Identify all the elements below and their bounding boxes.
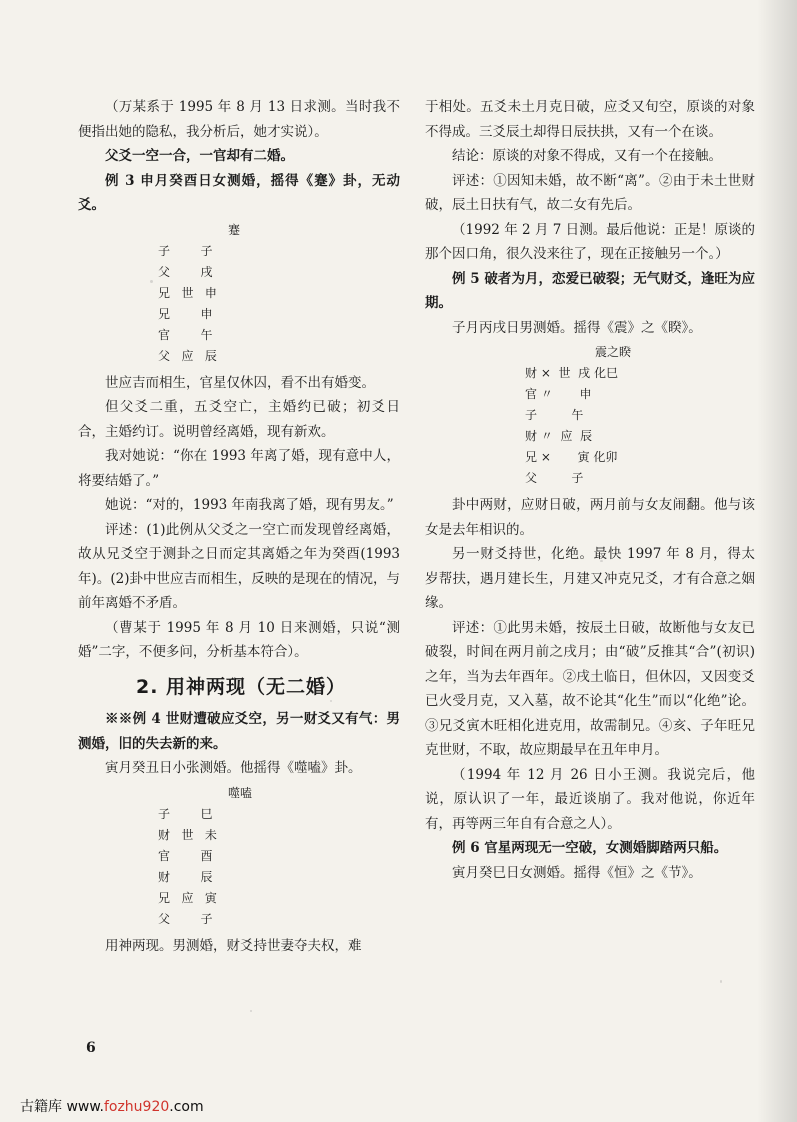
example-title: 例 5 破者为月，恋爱已破裂；无气财爻，逢旺为应期。 (425, 270, 755, 311)
hexagram-line: 子 午 (525, 408, 584, 422)
hexagram-line: 父 戌 (158, 264, 213, 279)
right-column (425, 95, 755, 885)
paragraph: 她说：“对的，1993 年南我离了婚，现有男友。” (105, 497, 394, 513)
paragraph: 结论：原谈的对象不得成，又有一个在接触。 (452, 148, 722, 164)
hexagram-line: 财 世 未 (158, 827, 217, 842)
hexagram-name: 噬嗑 (228, 785, 253, 800)
hexagram-line: 财 × 世 戌 化巳 (525, 366, 618, 380)
hexagram-line: 官 酉 (158, 848, 213, 863)
hexagram-line: 财 〃 应 辰 (525, 429, 593, 443)
paragraph: 寅月癸巳日女测婚。摇得《恒》之《节》。 (452, 864, 702, 881)
paragraph: 评述：①此男未婚，按辰土日破，故断他与女友已破裂，时间在两月前之戌月；由“破”反推其“合”(初识)之年，当为去年酉年。②戌土临日，但休囚，又因变爻已火受月克，又入墓，故不论其“化生”而以“化绝”论。③兄爻寅木旺相化进克用，故需制兄。④亥、子年旺兄克世财，不取，故应期最早在丑年申月。 (425, 619, 755, 758)
hexagram-name: 震之睽 (595, 345, 632, 359)
scan-speck (600, 560, 603, 562)
example-title: ※※例 4 世财遭破应爻空，另一财爻又有气：男测婚，旧的失去新的来。 (78, 711, 400, 752)
scan-speck (330, 700, 332, 702)
hexagram-line: 子 子 (158, 243, 213, 258)
scan-speck (250, 1010, 252, 1012)
page-edge-shadow (757, 0, 797, 1122)
hexagram-line: 子 巳 (158, 806, 213, 821)
scan-speck (720, 980, 722, 983)
paragraph: 世应吉而相生，官星仅休囚，看不出有婚变。 (105, 374, 375, 391)
watermark-footer (20, 1096, 204, 1116)
paragraph: 于相处。五爻未土月克日破，应爻又旬空，原谈的对象不得成。三爻辰土却得日辰扶拱，又有一个在谈。 (425, 99, 755, 140)
footer-accent: fozhu920 (103, 1099, 170, 1115)
paragraph: 我对她说：“你在 1993 年离了婚，现有意中人，将要结婚了。” (78, 448, 400, 489)
paragraph: 另一财爻持世，化绝。最快 1997 年 8 月，得太岁帮扶，遇月建长生，月建又冲克兄爻，才有合意之姻缘。 (425, 546, 755, 611)
hexagram-chart (425, 342, 755, 489)
hexagram-line: 官 午 (158, 327, 213, 342)
hexagram-line: 财 辰 (158, 869, 213, 884)
paragraph: （1992 年 2 月 7 日测。最后他说：正是！原谈的那个因口角，很久没来往了，现在正接触另一个。） (425, 221, 755, 262)
scan-speck (150, 280, 153, 283)
rule-line: 父爻一空一合，一官却有二婚。 (105, 148, 294, 164)
hexagram-name: 蹇 (228, 222, 241, 237)
paragraph: 用神两现。男测婚，财爻持世妻夺夫权，难 (105, 937, 362, 954)
paragraph: 评述：(1)此例从父爻之一空亡而发现曾经离婚，故从兄爻空于测卦之日而定其离婚之年为癸酉(1993 年)。(2)卦中世应吉而相生，反映的是现在的情况，与前年离婚不矛盾。 (78, 521, 400, 611)
paragraph: 子月丙戌日男测婚。摇得《震》之《睽》。 (452, 319, 702, 336)
example-title: 例 3 申月癸酉日女测婚，摇得《蹇》卦，无动爻。 (78, 172, 400, 213)
paragraph: 卦中两财，应财日破，两月前与女友闹翻。他与该女是去年相识的。 (425, 497, 755, 538)
hexagram-line: 父 子 (158, 911, 213, 926)
hexagram-chart (78, 783, 400, 930)
hexagram-line: 兄 世 申 (158, 285, 217, 300)
paragraph: （曹某于 1995 年 8 月 10 日来测婚，只说“测婚”二字，不便多问，分析基本符合）。 (78, 619, 400, 660)
paragraph: 评述：①因知未婚，故不断“离”。②由于未土世财破，辰土日扶有气，故二女有先后。 (425, 172, 755, 213)
left-column (78, 95, 400, 958)
hexagram-line: 官 〃 申 (525, 387, 592, 401)
paragraph: 但父爻二重，五爻空亡，主婚约已破；初爻日合，主婚约订。说明曾经离婚，现有新欢。 (78, 399, 400, 440)
hexagram-line: 兄 × 寅 化卯 (525, 450, 618, 464)
footer-prefix: 古籍库 www. (20, 1099, 104, 1115)
hexagram-line: 父 子 (525, 471, 584, 485)
paragraph: （万某系于 1995 年 8 月 13 日求测。当时我不便指出她的隐私，我分析后，她才实说）。 (78, 99, 400, 140)
paragraph: 寅月癸丑日小张测婚。他摇得《噬嗑》卦。 (105, 760, 362, 776)
hexagram-line: 父 应 辰 (158, 348, 217, 363)
page-number: 6 (86, 1040, 96, 1056)
hexagram-line: 兄 应 寅 (158, 890, 217, 905)
hexagram-chart (78, 220, 400, 367)
paragraph: （1994 年 12 月 26 日小王测。我说完后，他说，原认识了一年，最近谈崩了。我对他说，你近年有，再等两三年自有合意之人）。 (425, 766, 755, 832)
footer-suffix: .com (169, 1099, 204, 1115)
hexagram-line: 兄 申 (158, 306, 213, 321)
section-heading: 2. 用神两现（无二婚） (136, 675, 347, 698)
example-title: 例 6 官星两现无一空破，女测婚脚踏两只船。 (452, 840, 728, 856)
